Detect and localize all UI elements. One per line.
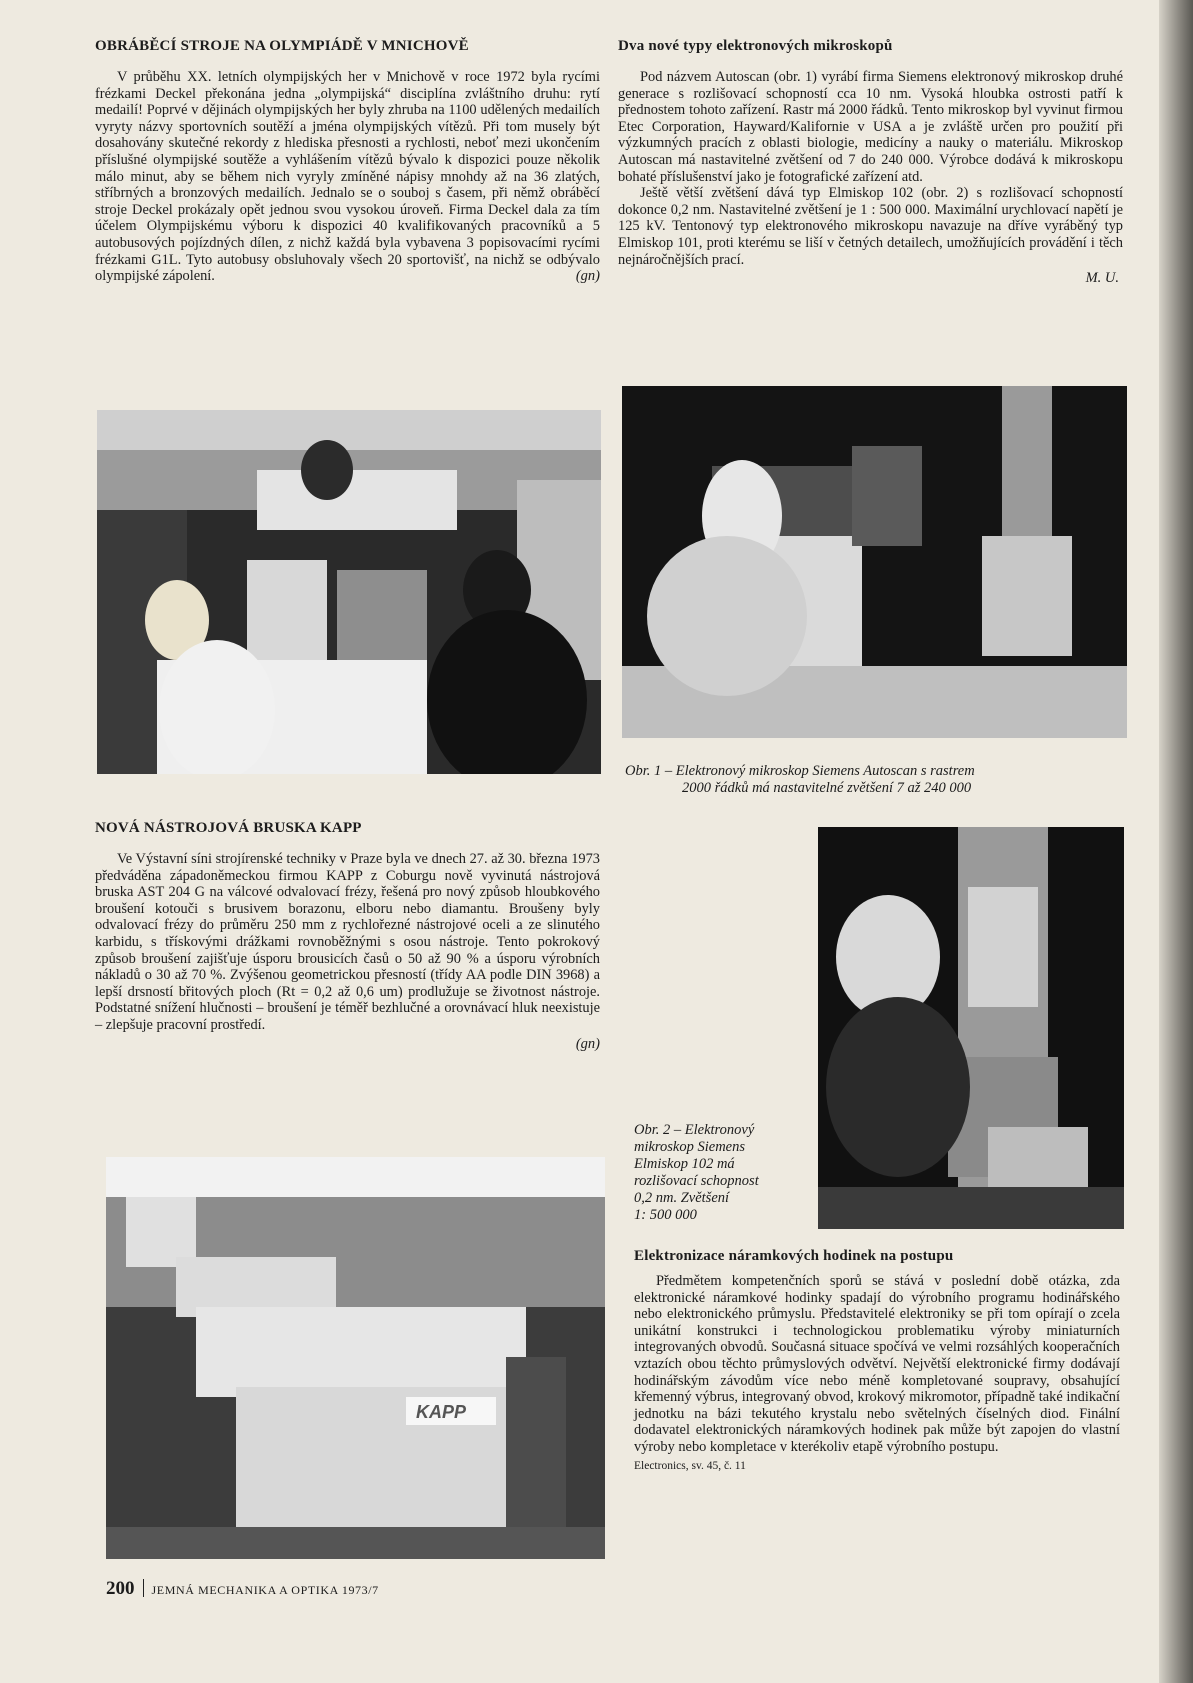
article-microscopes-body	[618, 69, 1123, 268]
figure-2-caption-line-2: mikroskop Siemens	[634, 1139, 746, 1155]
article-watches-text: Předmětem kompetenčních sporů se stává v poslední době otázka, zda elektronické náramkové hodinky spadají do výrobního programu hodinářského nebo elektronického průmyslu. Představitelé elektroniky se při tom opírají o zcela unikátní konstrukci i technologickou problematiku výroby miniaturních integrovaných obvodů. Současná situace spočívá ve velmi rozsáhlých kooperačních vztazích obou těchto průmyslových odvětví. Největší elektronické firmy dodávají hodinářským závodům více nebo méně kompletované soupravy, obsahující křemenný výbrus, integrovaný obvod, krokový mikromotor, případně také indikační jednotku na bázi tekutého krystalu nebo světelných číselných diod. Finální dodavatel elektronických náramkových hodinek pak může být zapojen do vlastní výroby nebo kompletace v kterékoliv etapě výrobního postupu.	[634, 1273, 1120, 1455]
figure-1-caption-text-1: Elektronový mikroskop Siemens Autoscan s rastrem	[675, 763, 975, 779]
article-kapp-signature: (gn)	[575, 1035, 600, 1052]
article-kapp	[95, 820, 600, 1053]
photo-workshop-bus	[97, 410, 601, 774]
figure-2-caption-line-4: rozlišovací schopnost	[634, 1173, 759, 1189]
article-kapp-text: Ve Výstavní síni strojírenské techniky v Praze byla ve dnech 27. až 30. března 1973 předváděna západoněmeckou firmou KAPP z Coburgu nově vyvinutá nástrojová bruska AST 204 G na válcové odvalovací frézy, řešená pro nový způsob hloubkového broušení kotouči s brusivem borazonu, elboru nebo diamantu. Broušeny byly odvalovací frézy do průměru 250 mm z rychlořezné nástrojové oceli a ze slinutého karbidu, s třískovými drážkami rovnoběžnými s osou nástroje. Tento pokrokový způsob broušení zajišťuje úsporu brousicích časů o 50 až 90 % a úsporu výrobních nákladů o 30 až 70 %. Zvýšenou geometrickou přesností (třídy AA podle DIN 3968) a lepší drsností břitových ploch (Rt = 0,2 až 0,6 um) prodlužuje se životnost nástroje. Podstatné snížení hlučnosti – broušení je téměř bezhlučné a orovnávací hluk neexistuje – zlepšuje pracovní prostředí.	[95, 851, 600, 1033]
article-kapp-heading: NOVÁ NÁSTROJOVÁ BRUSKA KAPP	[95, 820, 362, 836]
figure-1-caption	[625, 763, 1120, 797]
journal-name: JEMNÁ MECHANIKA A OPTIKA 1973/7	[151, 1583, 379, 1597]
figure-2-caption-line-6: 1: 500 000	[634, 1207, 697, 1223]
footer-divider	[143, 1579, 144, 1597]
photo-kapp-grinder	[106, 1157, 605, 1559]
article-microscopes-heading: Dva nové typy elektronových mikroskopů	[618, 38, 893, 54]
article-olympics-signature: (gn)	[575, 267, 600, 284]
kapp-logo-text: KAPP	[416, 1402, 467, 1422]
figure-1-label: Obr. 1 –	[625, 763, 673, 779]
figure-1-caption-line-2: 2000 řádků má nastavitelné zvětšení 7 až 240 000	[682, 780, 972, 796]
article-microscopes-signature: M. U.	[1085, 270, 1119, 287]
photo-autoscan-microscope	[622, 386, 1127, 738]
article-microscopes-paragraph-2: Ještě větší zvětšení dává typ Elmiskop 102 (obr. 2) s rozlišovací schopností dokonce 0,2 nm. Nastavitelné zvětšení je 1 : 500 000. Maximální urychlovací napětí je 125 kV. Tentonový typ elektronového mikroskopu navazuje na dříve vyráběný typ Elmiskop 101, proti kterému se liší v četných detailech, umožňujících provádění i těch nejnáročnějších prací.	[618, 185, 1123, 268]
figure-1-caption-line-1	[625, 763, 1120, 780]
article-watches-body	[634, 1273, 1120, 1456]
page-edge-shadow	[1159, 0, 1193, 1683]
figure-2-caption-line-1: Obr. 2 – Elektronový	[634, 1122, 755, 1138]
article-microscopes	[618, 38, 1123, 287]
article-olympics-text: V průběhu XX. letních olympijských her v Mnichově v roce 1972 byla rycími frézkami Deckel překonána jedna „olympijská“ disciplína zvláštního druhu: rytí medailí! Poprvé v dějinách olympijských her byly zhruba na 1100 udělených medailích vyryty názvy sportovních soutěží a jména olympijských vítězů. Při tom musely být dosahovány skutečné rekordy z hlediska přesnosti a rychlosti, neboť mezi ukončením příslušné olympijské soutěže a vyhlášením vítězů bývalo k dispozici pouze několik málo minut, aby se během nich vyryly zmíněné nápisy mnohdy až na 36 zlatých, stříbrných a bronzových medailích. Jednalo se o souboj s časem, při němž obráběcí stroje Deckel prokázaly opět jednou svou vysokou úroveň. Firma Deckel dala za tím účelem Olympijskému výboru k dispozici 40 kvalifikovaných pracovníků a 5 autobusových pojízdných dílen, z nichž každá byla vybavena 3 popisovacími rycími frézkami G1L. Tyto autobusy obsluhovaly všech 20 sportovišť, na nichž se odbývalo olympijské zápolení.	[95, 69, 600, 285]
article-watches	[634, 1248, 1120, 1472]
page-footer	[106, 1578, 379, 1600]
article-microscopes-paragraph-1: Pod názvem Autoscan (obr. 1) vyrábí firma Siemens elektronový mikroskop druhé generace s rozlišovací schopností cca 10 nm. Vysoká hloubka ostrosti patří k přednostem tohoto zařízení. Rastr má 2000 řádků. Tento mikroskop byl vyvinut firmou Etec Corporation, Hayward/Kalifornie v USA a je zvláště určen pro použití při výzkumných pracích z oblasti biologie, medicíny a nauky o materiálu. Mikroskop Autoscan má nastavitelné zvětšení od 7 do 240 000. Výrobce dodává k mikroskopu bohaté příslušenství jako je fotografické zařízení atd.	[618, 69, 1123, 185]
article-watches-source: Electronics, sv. 45, č. 11	[634, 1459, 746, 1472]
article-olympics-heading: OBRÁBĚCÍ STROJE NA OLYMPIÁDĚ V MNICHOVĚ	[95, 38, 469, 54]
article-kapp-body	[95, 851, 600, 1034]
figure-2-caption-line-3: Elmiskop 102 má	[634, 1156, 735, 1172]
article-watches-heading: Elektronizace náramkových hodinek na postupu	[634, 1248, 954, 1264]
photo-elmiskop-microscope	[818, 827, 1124, 1229]
article-olympics	[95, 38, 600, 285]
page-number: 200	[106, 1578, 135, 1599]
figure-2-caption-line-5: 0,2 nm. Zvětšení	[634, 1190, 730, 1206]
article-olympics-body	[95, 69, 600, 285]
figure-2-caption	[634, 1122, 794, 1224]
